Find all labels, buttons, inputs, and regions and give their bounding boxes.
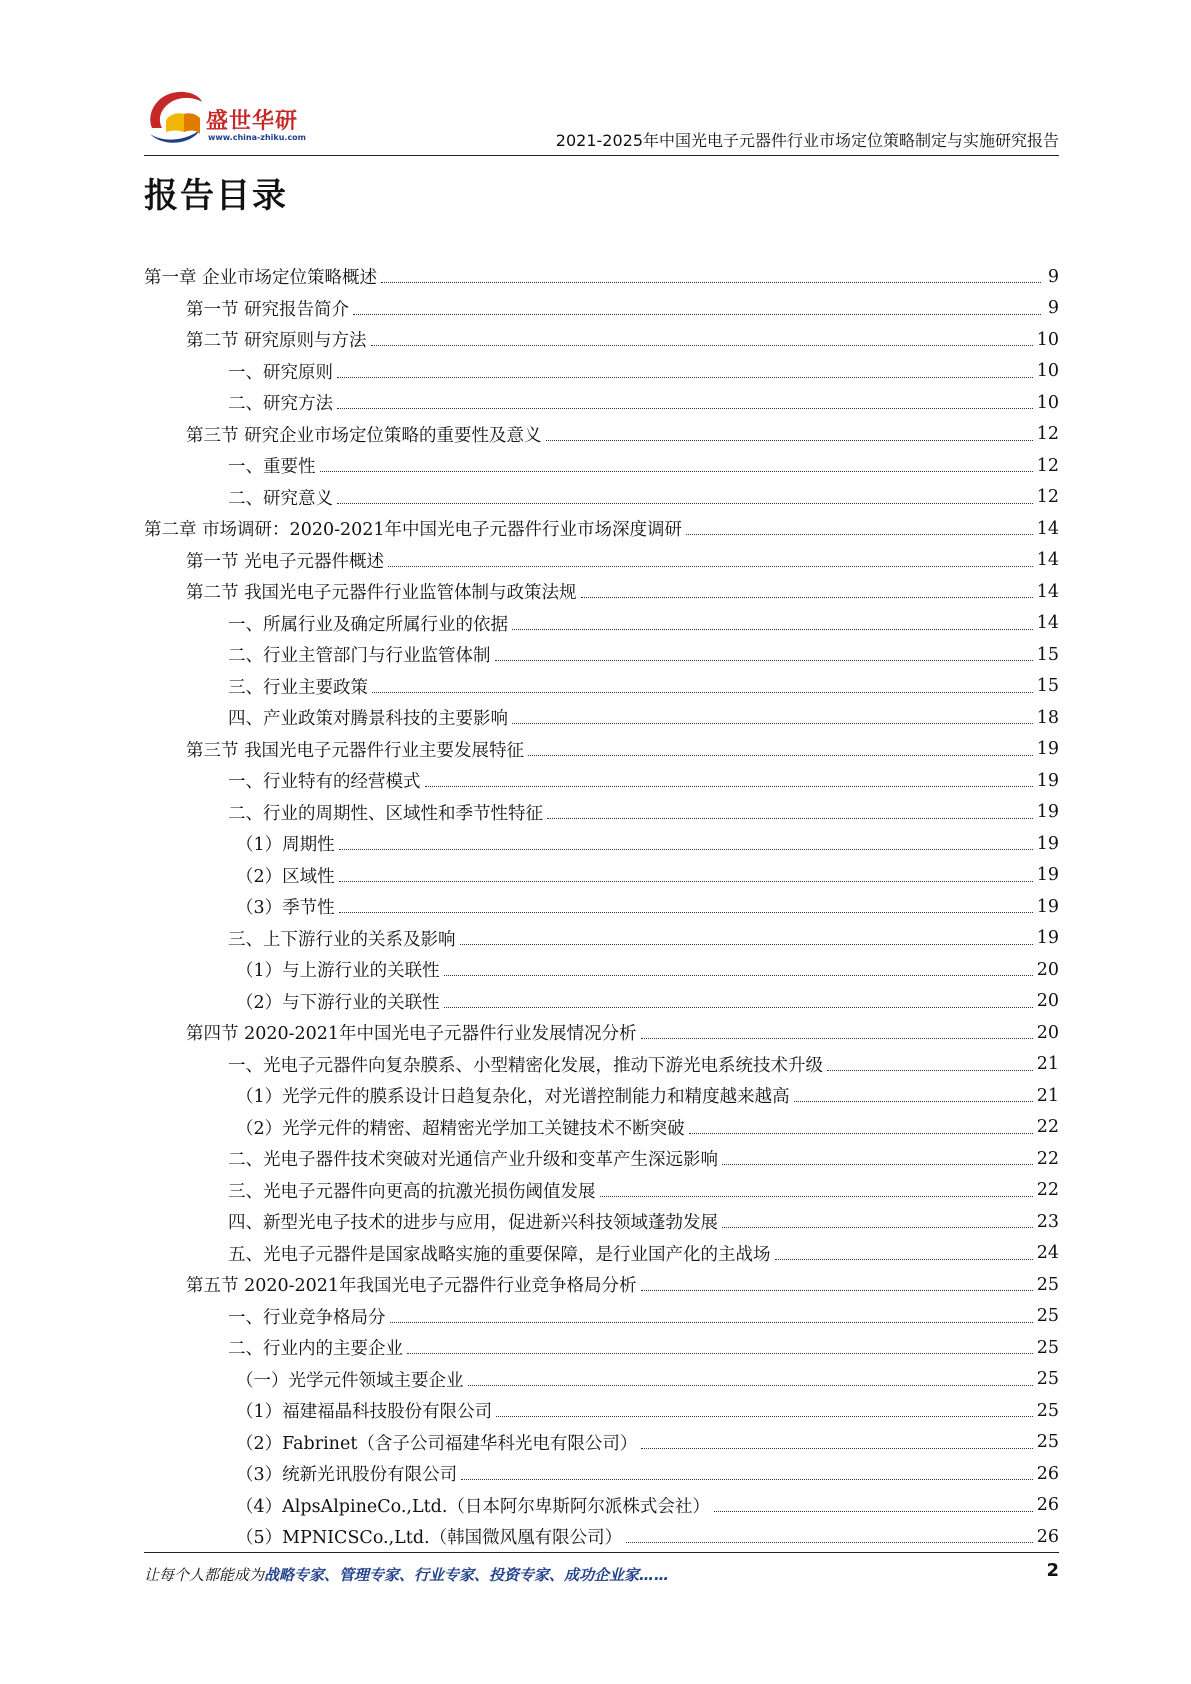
toc-entry[interactable] bbox=[144, 513, 1059, 545]
toc-entry-page: 10 bbox=[1036, 392, 1059, 413]
toc-entry-label: 一、所属行业及确定所属行业的依据 bbox=[228, 614, 508, 635]
toc-entry-page: 14 bbox=[1036, 581, 1059, 602]
toc-entry[interactable] bbox=[144, 923, 1059, 955]
toc-entry[interactable] bbox=[144, 1143, 1059, 1175]
toc-entry-page: 15 bbox=[1036, 644, 1059, 665]
toc-entry-label: （一）光学元件领域主要企业 bbox=[236, 1370, 464, 1391]
toc-leader-dots bbox=[339, 912, 1033, 913]
logo-swoosh-icon bbox=[144, 84, 206, 148]
table-of-contents bbox=[144, 261, 1059, 1553]
toc-leader-dots bbox=[641, 1290, 1033, 1291]
toc-entry-page: 12 bbox=[1036, 424, 1059, 445]
toc-entry-label: 二、研究方法 bbox=[228, 394, 333, 415]
toc-entry[interactable] bbox=[144, 860, 1059, 892]
toc-entry-page: 14 bbox=[1036, 613, 1059, 634]
toc-leader-dots bbox=[626, 1542, 1033, 1543]
toc-entry-page: 19 bbox=[1036, 896, 1059, 917]
toc-entry-page: 24 bbox=[1036, 1243, 1059, 1264]
toc-entry[interactable] bbox=[144, 1206, 1059, 1238]
toc-leader-dots bbox=[512, 629, 1033, 630]
toc-leader-dots bbox=[600, 1196, 1033, 1197]
toc-entry[interactable] bbox=[144, 954, 1059, 986]
toc-entry[interactable] bbox=[144, 1238, 1059, 1270]
toc-entry-page: 26 bbox=[1036, 1526, 1059, 1547]
toc-leader-dots bbox=[320, 471, 1033, 472]
toc-entry[interactable] bbox=[144, 1395, 1059, 1427]
toc-entry[interactable] bbox=[144, 1301, 1059, 1333]
toc-entry-page: 25 bbox=[1036, 1274, 1059, 1295]
toc-entry-label: 五、光电子元器件是国家战略实施的重要保障，是行业国产化的主战场 bbox=[228, 1244, 771, 1265]
toc-entry-page: 25 bbox=[1036, 1306, 1059, 1327]
toc-entry-label: （1）福建福晶科技股份有限公司 bbox=[236, 1402, 493, 1423]
toc-leader-dots bbox=[827, 1070, 1033, 1071]
toc-entry[interactable] bbox=[144, 702, 1059, 734]
toc-leader-dots bbox=[689, 1133, 1033, 1134]
toc-leader-dots bbox=[337, 503, 1033, 504]
toc-entry-page: 22 bbox=[1036, 1117, 1059, 1138]
toc-entry-label: （1）周期性 bbox=[236, 835, 335, 856]
toc-leader-dots bbox=[337, 408, 1033, 409]
toc-entry[interactable] bbox=[144, 450, 1059, 482]
toc-entry-page: 9 bbox=[1047, 298, 1059, 319]
toc-leader-dots bbox=[460, 944, 1033, 945]
toc-entry[interactable] bbox=[144, 986, 1059, 1018]
toc-entry-label: （2）区域性 bbox=[236, 866, 335, 887]
toc-entry-label: （2）Fabrinet（含子公司福建华科光电有限公司） bbox=[236, 1433, 638, 1454]
toc-entry-label: 一、重要性 bbox=[228, 457, 316, 478]
toc-entry-page: 12 bbox=[1036, 455, 1059, 476]
toc-leader-dots bbox=[461, 1479, 1033, 1480]
toc-entry-label: 第二章 市场调研：2020-2021年中国光电子元器件行业市场深度调研 bbox=[144, 520, 683, 541]
toc-entry-page: 22 bbox=[1036, 1148, 1059, 1169]
toc-entry-label: 四、产业政策对腾景科技的主要影响 bbox=[228, 709, 508, 730]
toc-leader-dots bbox=[337, 377, 1033, 378]
toc-entry-page: 26 bbox=[1036, 1463, 1059, 1484]
toc-leader-dots bbox=[641, 1448, 1032, 1449]
toc-entry[interactable] bbox=[144, 419, 1059, 451]
page-number: 2 bbox=[1046, 1560, 1059, 1581]
toc-entry-page: 25 bbox=[1036, 1369, 1059, 1390]
toc-entry-label: 二、研究意义 bbox=[228, 488, 333, 509]
toc-entry-label: 二、行业的周期性、区域性和季节性特征 bbox=[228, 803, 543, 824]
toc-leader-dots bbox=[353, 314, 1041, 315]
toc-leader-dots bbox=[407, 1353, 1033, 1354]
toc-entry-page: 15 bbox=[1036, 676, 1059, 697]
toc-entry-page: 10 bbox=[1036, 361, 1059, 382]
toc-entry[interactable] bbox=[144, 828, 1059, 860]
toc-entry-page: 14 bbox=[1036, 518, 1059, 539]
toc-entry-page: 20 bbox=[1036, 959, 1059, 980]
toc-leader-dots bbox=[547, 818, 1033, 819]
toc-entry-label: 一、光电子元器件向复杂膜系、小型精密化发展，推动下游光电系统技术升级 bbox=[228, 1055, 823, 1076]
toc-entry-label: 第四节 2020-2021年中国光电子元器件行业发展情况分析 bbox=[186, 1024, 637, 1045]
toc-leader-dots bbox=[388, 566, 1033, 567]
toc-leader-dots bbox=[722, 1227, 1033, 1228]
toc-entry-page: 19 bbox=[1036, 865, 1059, 886]
toc-entry[interactable] bbox=[144, 545, 1059, 577]
toc-leader-dots bbox=[339, 881, 1033, 882]
toc-entry-label: 第五节 2020-2021年我国光电子元器件行业竞争格局分析 bbox=[186, 1276, 637, 1297]
toc-entry-label: （3）统新光讯股份有限公司 bbox=[236, 1465, 458, 1486]
toc-entry-label: （2）与下游行业的关联性 bbox=[236, 992, 440, 1013]
toc-leader-dots bbox=[381, 282, 1041, 283]
toc-entry-label: （4）AlpsAlpineCo.,Ltd.（日本阿尔卑斯阿尔派株式会社） bbox=[236, 1496, 710, 1517]
toc-leader-dots bbox=[528, 755, 1033, 756]
logo-name: 盛世华研 bbox=[206, 109, 299, 134]
toc-leader-dots bbox=[468, 1385, 1033, 1386]
toc-entry[interactable] bbox=[144, 891, 1059, 923]
toc-entry[interactable] bbox=[144, 1332, 1059, 1364]
toc-entry[interactable] bbox=[144, 1490, 1059, 1522]
toc-leader-dots bbox=[425, 786, 1033, 787]
toc-entry-label: 二、光电子器件技术突破对光通信产业升级和变革产生深远影响 bbox=[228, 1150, 718, 1171]
toc-entry[interactable] bbox=[144, 576, 1059, 608]
toc-entry-page: 19 bbox=[1036, 802, 1059, 823]
toc-entry-page: 12 bbox=[1036, 487, 1059, 508]
toc-entry[interactable] bbox=[144, 1017, 1059, 1049]
toc-entry[interactable] bbox=[144, 1175, 1059, 1207]
toc-entry[interactable] bbox=[144, 1364, 1059, 1396]
toc-entry-label: 二、行业内的主要企业 bbox=[228, 1339, 403, 1360]
toc-leader-dots bbox=[775, 1259, 1033, 1260]
toc-entry[interactable] bbox=[144, 324, 1059, 356]
toc-entry-label: （1）光学元件的膜系设计日趋复杂化，对光谱控制能力和精度越来越高 bbox=[236, 1087, 790, 1108]
toc-entry-label: 三、光电子元器件向更高的抗激光损伤阈值发展 bbox=[228, 1181, 596, 1202]
toc-entry-label: 三、上下游行业的关系及影响 bbox=[228, 929, 456, 950]
footer-slogan bbox=[144, 1564, 669, 1585]
toc-entry-label: 第三节 研究企业市场定位策略的重要性及意义 bbox=[186, 425, 542, 446]
toc-entry[interactable] bbox=[144, 765, 1059, 797]
toc-entry-label: 第三节 我国光电子元器件行业主要发展特征 bbox=[186, 740, 525, 761]
toc-entry-label: 第二节 研究原则与方法 bbox=[186, 331, 367, 352]
toc-entry-label: 四、新型光电子技术的进步与应用，促进新兴科技领域蓬勃发展 bbox=[228, 1213, 718, 1234]
toc-entry[interactable] bbox=[144, 482, 1059, 514]
toc-leader-dots bbox=[390, 1322, 1033, 1323]
toc-entry[interactable] bbox=[144, 293, 1059, 325]
toc-leader-dots bbox=[794, 1101, 1033, 1102]
toc-entry[interactable] bbox=[144, 639, 1059, 671]
company-logo bbox=[144, 84, 314, 150]
logo-url: www.china-zhiku.com bbox=[208, 133, 307, 142]
toc-entry-page: 25 bbox=[1036, 1337, 1059, 1358]
toc-entry-label: 第一节 光电子元器件概述 bbox=[186, 551, 385, 572]
toc-leader-dots bbox=[495, 660, 1033, 661]
toc-entry[interactable] bbox=[144, 1427, 1059, 1459]
toc-entry-page: 21 bbox=[1036, 1054, 1059, 1075]
toc-entry-page: 9 bbox=[1047, 266, 1059, 287]
toc-entry[interactable] bbox=[144, 1269, 1059, 1301]
toc-leader-dots bbox=[581, 597, 1033, 598]
toc-leader-dots bbox=[444, 1007, 1033, 1008]
toc-entry-label: （3）季节性 bbox=[236, 898, 335, 919]
toc-entry[interactable] bbox=[144, 671, 1059, 703]
toc-leader-dots bbox=[546, 440, 1033, 441]
toc-entry-page: 25 bbox=[1036, 1400, 1059, 1421]
toc-entry-page: 26 bbox=[1036, 1495, 1059, 1516]
toc-entry-label: （2）光学元件的精密、超精密光学加工关键技术不断突破 bbox=[236, 1118, 685, 1139]
toc-leader-dots bbox=[339, 849, 1033, 850]
toc-entry-page: 19 bbox=[1036, 770, 1059, 791]
report-title: 2021-2025年中国光电子元器件行业市场定位策略制定与实施研究报告 bbox=[555, 131, 1059, 150]
toc-entry[interactable] bbox=[144, 1458, 1059, 1490]
toc-entry-page: 19 bbox=[1036, 833, 1059, 854]
toc-entry-page: 21 bbox=[1036, 1085, 1059, 1106]
toc-leader-dots bbox=[372, 692, 1033, 693]
toc-leader-dots bbox=[496, 1416, 1033, 1417]
toc-entry-page: 18 bbox=[1036, 707, 1059, 728]
toc-entry-page: 19 bbox=[1036, 739, 1059, 760]
header-divider bbox=[144, 155, 1059, 156]
toc-entry-page: 19 bbox=[1036, 928, 1059, 949]
toc-entry[interactable] bbox=[144, 1112, 1059, 1144]
toc-leader-dots bbox=[444, 975, 1033, 976]
toc-entry-label: 第二节 我国光电子元器件行业监管体制与政策法规 bbox=[186, 583, 577, 604]
footer-slogan-highlight: 战略专家、管理专家、行业专家、投资专家、成功企业家…… bbox=[264, 1566, 670, 1584]
toc-entry[interactable] bbox=[144, 387, 1059, 419]
toc-entry-page: 14 bbox=[1036, 550, 1059, 571]
toc-entry-label: 一、研究原则 bbox=[228, 362, 333, 383]
toc-entry-label: （1）与上游行业的关联性 bbox=[236, 961, 440, 982]
toc-leader-dots bbox=[371, 345, 1033, 346]
toc-entry-page: 22 bbox=[1036, 1180, 1059, 1201]
footer-divider bbox=[144, 1552, 1059, 1553]
toc-leader-dots bbox=[512, 723, 1033, 724]
toc-entry-label: 三、行业主要政策 bbox=[228, 677, 368, 698]
page-header bbox=[144, 84, 1059, 156]
toc-entry-label: 二、行业主管部门与行业监管体制 bbox=[228, 646, 491, 667]
toc-entry[interactable] bbox=[144, 356, 1059, 388]
toc-leader-dots bbox=[686, 534, 1033, 535]
toc-entry[interactable] bbox=[144, 734, 1059, 766]
toc-entry-label: 第一节 研究报告简介 bbox=[186, 299, 350, 320]
toc-entry[interactable] bbox=[144, 1521, 1059, 1553]
toc-entry-page: 10 bbox=[1036, 329, 1059, 350]
toc-entry[interactable] bbox=[144, 797, 1059, 829]
toc-entry-page: 23 bbox=[1036, 1211, 1059, 1232]
toc-entry[interactable] bbox=[144, 608, 1059, 640]
toc-entry-label: 一、行业特有的经营模式 bbox=[228, 772, 421, 793]
toc-entry-page: 20 bbox=[1036, 991, 1059, 1012]
toc-leader-dots bbox=[722, 1164, 1033, 1165]
toc-entry[interactable] bbox=[144, 1080, 1059, 1112]
toc-entry-page: 25 bbox=[1036, 1432, 1059, 1453]
toc-entry-label: 一、行业竞争格局分 bbox=[228, 1307, 386, 1328]
toc-leader-dots bbox=[641, 1038, 1033, 1039]
page-title: 报告目录 bbox=[144, 176, 288, 216]
toc-entry[interactable] bbox=[144, 261, 1059, 293]
toc-leader-dots bbox=[714, 1511, 1033, 1512]
footer-slogan-prefix: 让每个人都能成为 bbox=[144, 1566, 265, 1584]
toc-entry[interactable] bbox=[144, 1049, 1059, 1081]
toc-entry-page: 20 bbox=[1036, 1022, 1059, 1043]
toc-entry-label: （5）MPNICSCo.,Ltd.（韩国微风凰有限公司） bbox=[236, 1528, 623, 1549]
toc-entry-label: 第一章 企业市场定位策略概述 bbox=[144, 268, 378, 289]
